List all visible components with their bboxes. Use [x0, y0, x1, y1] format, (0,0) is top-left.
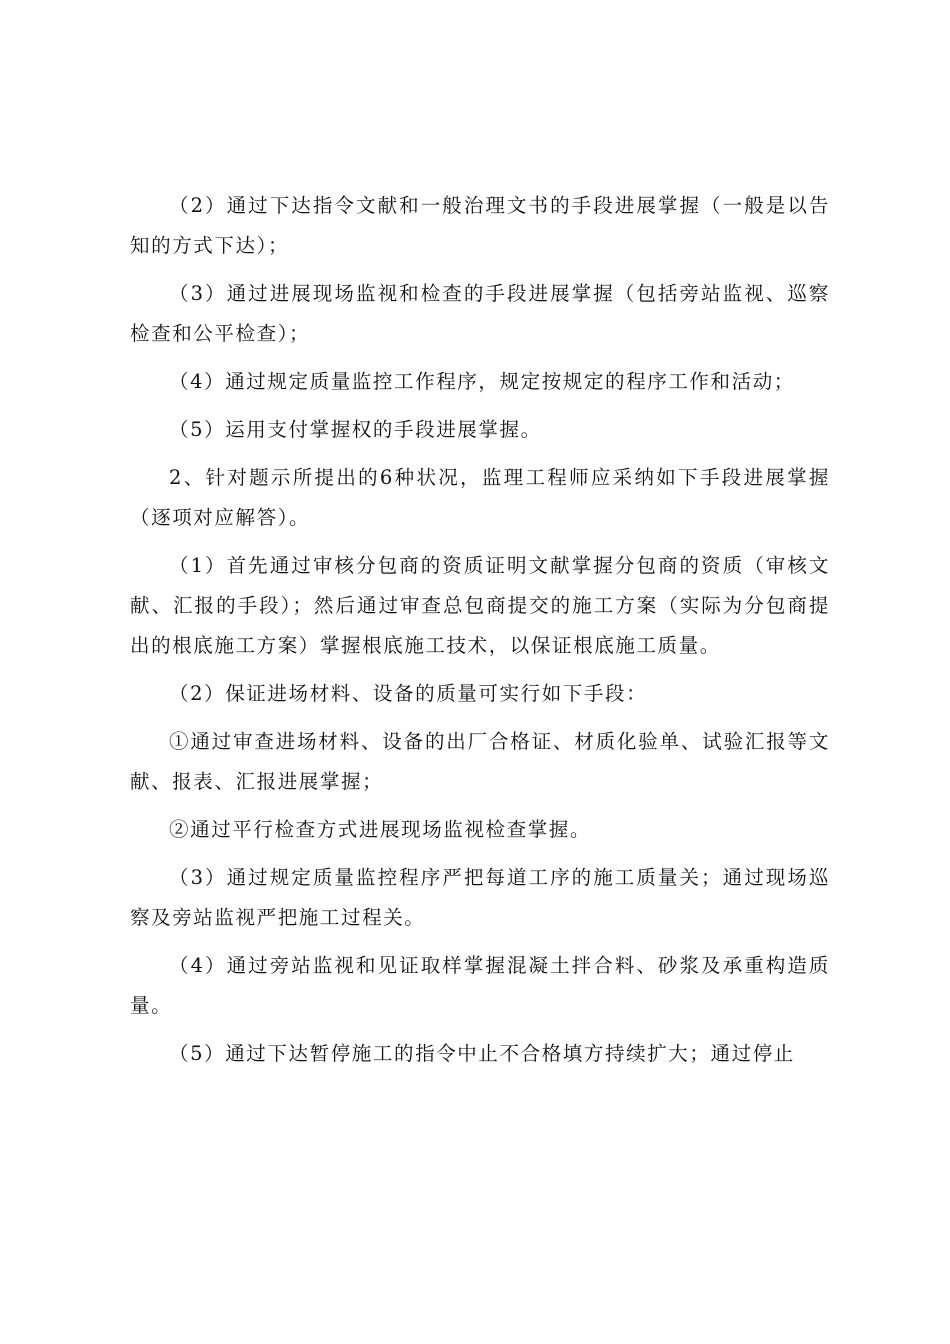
document-body [130, 186, 830, 1082]
paragraph-item-5: （5）运用支付掌握权的手段进展掌握。 [169, 418, 542, 441]
paragraph-section-2: 2、针对题示所提出的6种状况，监理工程师应采纳如下手段进展掌握（逐项对应解答）。 [130, 466, 830, 529]
paragraph-answer-2: （2）保证进场材料、设备的质量可实行如下手段： [169, 682, 648, 705]
paragraph-answer-3: （3）通过规定质量监控程序严把每道工序的施工质量关；通过现场巡察及旁站监视严把施工过程关。 [130, 866, 830, 929]
paragraph-answer-1: （1）首先通过审核分包商的资质证明文献掌握分包商的资质（审核文献、汇报的手段）；然后通过审查总包商提交的施工方案（实际为分包商提出的根底施工方案）掌握根底施工技术，以保证根底施工质量。 [130, 554, 830, 657]
paragraph-item-2: （2）通过下达指令文献和一般治理文书的手段进展掌握（一般是以告知的方式下达）； [130, 194, 830, 257]
paragraph-item-3: （3）通过进展现场监视和检查的手段进展掌握（包括旁站监视、巡察检查和公平检查）； [130, 282, 830, 345]
paragraph-answer-2-sub-1: ①通过审查进场材料、设备的出厂合格证、材质化验单、试验汇报等文献、报表、汇报进展掌握； [130, 730, 830, 793]
paragraph-answer-2-sub-2: ②通过平行检查方式进展现场监视检查掌握。 [169, 818, 592, 841]
paragraph-answer-5: （5）通过下达暂停施工的指令中止不合格填方持续扩大；通过停止 [169, 1042, 795, 1065]
paragraph-answer-4: （4）通过旁站监视和见证取样掌握混凝土拌合料、砂浆及承重构造质量。 [130, 954, 830, 1017]
paragraph-item-4: （4）通过规定质量监控工作程序，规定按规定的程序工作和活动； [169, 370, 795, 393]
